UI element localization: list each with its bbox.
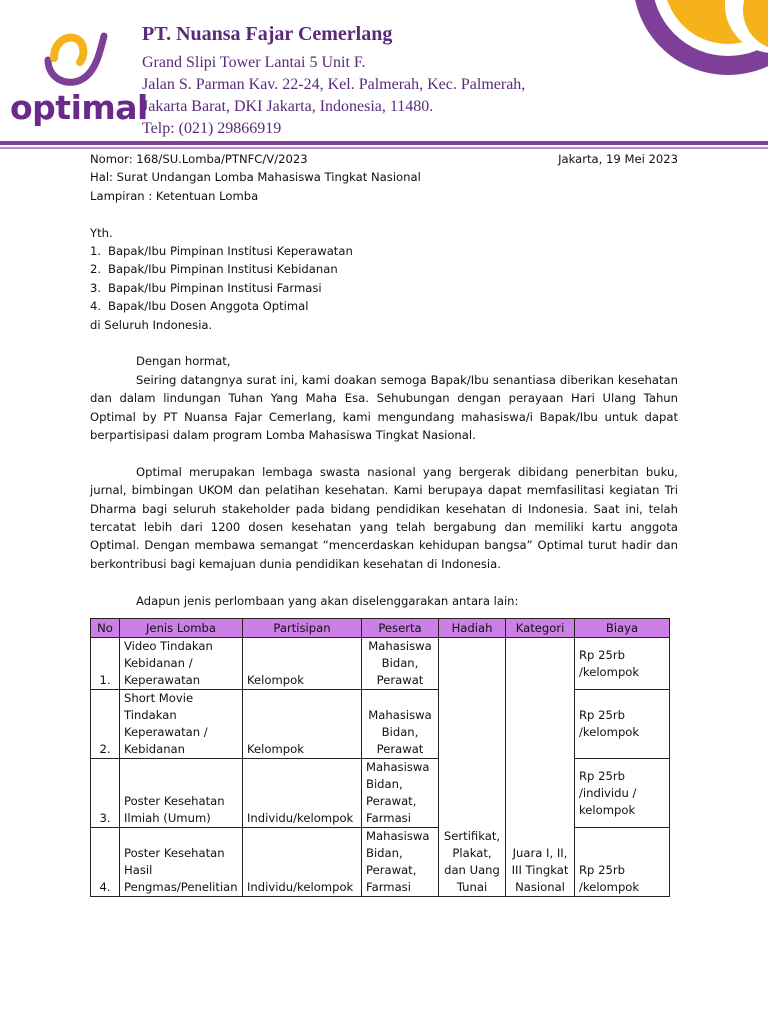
column-header: Hadiah: [439, 619, 506, 638]
participant-type: Individu/kelompok: [243, 759, 362, 828]
competition-type: Short Movie Tindakan Keperawatan / Kebidanan: [120, 690, 243, 759]
company-logo: [10, 30, 148, 130]
row-number: 1.: [91, 638, 120, 690]
table-intro: Adapun jenis perlombaan yang akan diselenggarakan antara lain:: [136, 593, 519, 608]
eligible-students: Mahasiswa Bidan, Perawat: [362, 638, 439, 690]
logo-wordmark: optimal: [10, 88, 148, 127]
recipient-text: Bapak/Ibu Dosen Anggota Optimal: [108, 299, 309, 314]
fee-cell: Rp 25rb /individu / kelompok: [575, 759, 670, 828]
address-line: Grand Slipi Tower Lantai 5 Unit F.: [142, 54, 366, 71]
column-header: Peserta: [362, 619, 439, 638]
company-header: [142, 22, 525, 140]
column-header: Kategori: [506, 619, 575, 638]
row-number: 4.: [91, 828, 120, 897]
recipient-item: [90, 279, 678, 297]
paragraph-about: Optimal merupakan lembaga swasta nasional yang bergerak dibidang penerbitan buku, jurnal, bimbingan UKOM dan pelatihan kesehatan. Kami berupaya dapat memfasilitasi kegiatan Tri Dharma bagi seluruh stakeholder pada bidang pendidikan kesehatan di Indonesia. Saat ini, telah tercatat lebih dari 1200 dosen kesehatan yang telah bergabung dan memiliki kartu anggota Optimal. Dengan membawa semangat “mencerdaskan kehidupan bangsa” Optimal turut hadir dan berkontribusi bagi kemajuan dunia pendidikan kesehatan di Indonesia.: [90, 464, 678, 571]
corner-decoration: [598, 0, 768, 80]
recipient-location: di Seluruh Indonesia.: [90, 317, 213, 332]
column-header: Biaya: [575, 619, 670, 638]
fee-cell: Rp 25rb /kelompok: [575, 638, 670, 690]
recipient-item: [90, 297, 678, 315]
phone-line: Telp: (021) 29866919: [142, 120, 282, 137]
letter-date: Jakarta, 19 Mei 2023: [558, 152, 678, 166]
address-line: Jalan S. Parman Kav. 22-24, Kel. Palmerah, Kec. Palmerah,: [142, 76, 526, 93]
fee-cell: Rp 25rb /kelompok: [575, 828, 670, 897]
optimal-logo-icon: [40, 30, 110, 90]
column-header: No: [91, 619, 120, 638]
competition-type: Video Tindakan Kebidanan / Keperawatan: [120, 638, 243, 690]
row-number: 3.: [91, 759, 120, 828]
letter-attachment: Lampiran : Ketentuan Lomba: [90, 188, 259, 203]
fee-cell: Rp 25rb /kelompok: [575, 690, 670, 759]
prize-cell: Sertifikat, Plakat, dan Uang Tunai: [439, 638, 506, 897]
table-row: [91, 759, 670, 828]
table-row: [91, 690, 670, 759]
table-row: [91, 828, 670, 897]
eligible-students: Mahasiswa Bidan, Perawat, Farmasi: [362, 828, 439, 897]
recipient-text: Bapak/Ibu Pimpinan Institusi Farmasi: [108, 280, 322, 295]
recipient-number: 1.: [90, 244, 102, 259]
recipient-number: 4.: [90, 299, 102, 314]
eligible-students: Mahasiswa Bidan, Perawat: [362, 690, 439, 759]
competition-table: [90, 618, 670, 897]
paragraph-intro: Seiring datangnya surat ini, kami doakan semoga Bapak/Ibu senantiasa diberikan kesehatan dan dalam lindungan Tuhan Yang Maha Esa. Sehubungan dengan perayaan Hari Ulang Tahun Optimal by PT Nuansa Fajar Cemerlang, kami mengundang mahasiswa/i Bapak/Ibu untuk dapat berpartisipasi dalam program Lomba Mahasiswa Tingkat Nasional.: [90, 372, 678, 443]
recipient-text: Bapak/Ibu Pimpinan Institusi Keperawatan: [108, 244, 353, 259]
header-divider-thin: [0, 147, 768, 149]
recipient-number: 2.: [90, 262, 102, 277]
salutation-yth: Yth.: [90, 225, 113, 240]
competition-type: Poster Kesehatan Ilmiah (Umum): [120, 759, 243, 828]
participant-type: Kelompok: [243, 638, 362, 690]
table-row: [91, 638, 670, 690]
competition-type: Poster Kesehatan Hasil Pengmas/Penelitian: [120, 828, 243, 897]
letter-meta-row: [90, 150, 678, 168]
recipient-text: Bapak/Ibu Pimpinan Institusi Kebidanan: [108, 262, 338, 277]
letter-subject: Hal: Surat Undangan Lomba Mahasiswa Tingkat Nasional: [90, 170, 421, 185]
recipient-number: 3.: [90, 280, 102, 295]
letter-body: [90, 150, 678, 610]
recipient-item: [90, 260, 678, 278]
column-header: Jenis Lomba: [120, 619, 243, 638]
category-cell: Juara I, II, III Tingkat Nasional: [506, 638, 575, 897]
company-name: PT. Nuansa Fajar Cemerlang: [142, 23, 393, 45]
letter-number: Nomor: 168/SU.Lomba/PTNFC/V/2023: [90, 152, 308, 166]
table-header-row: [91, 619, 670, 638]
greeting: Dengan hormat,: [136, 354, 231, 369]
participant-type: Kelompok: [243, 690, 362, 759]
column-header: Partisipan: [243, 619, 362, 638]
eligible-students: Mahasiswa Bidan, Perawat, Farmasi: [362, 759, 439, 828]
header-divider: [0, 141, 768, 145]
recipient-item: [90, 242, 678, 260]
participant-type: Individu/kelompok: [243, 828, 362, 897]
address-line: Jakarta Barat, DKI Jakarta, Indonesia, 11480.: [142, 98, 434, 115]
row-number: 2.: [91, 690, 120, 759]
